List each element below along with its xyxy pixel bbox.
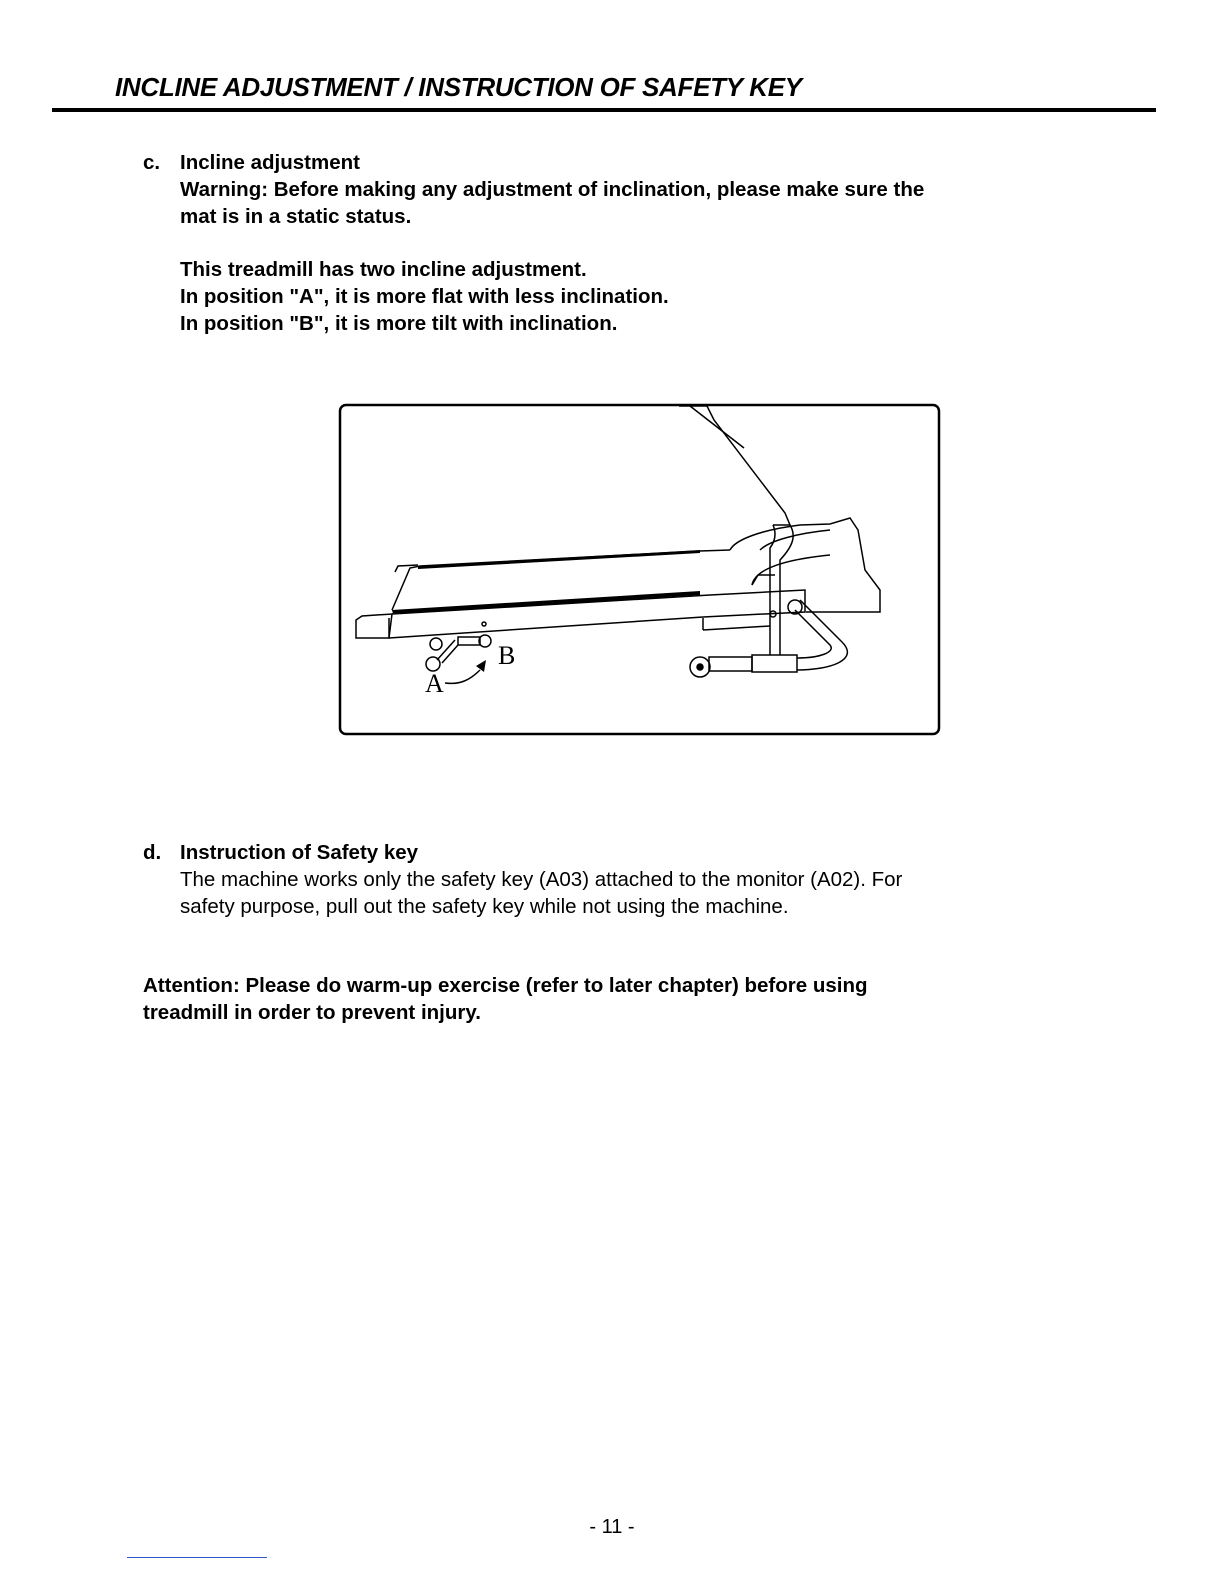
section-c-heading: Incline adjustment bbox=[180, 151, 360, 174]
treadmill-illustration bbox=[338, 403, 941, 736]
title-rule bbox=[52, 108, 1156, 112]
page-title: INCLINE ADJUSTMENT / INSTRUCTION OF SAFETY KEY bbox=[115, 72, 802, 102]
warning-line-2: mat is in a static status. bbox=[180, 205, 412, 228]
body-line-2: In position "A", it is more flat with less inclination. bbox=[180, 285, 669, 308]
body-line-3: In position "B", it is more tilt with inclination. bbox=[180, 312, 618, 335]
section-d-label: d. bbox=[143, 841, 162, 864]
bottom-line bbox=[127, 1557, 267, 1558]
page-number: - 11 - bbox=[589, 1516, 635, 1538]
section-c-label: c. bbox=[143, 151, 161, 174]
attention-line-2: treadmill in order to prevent injury. bbox=[143, 1001, 481, 1024]
position-a-label: A bbox=[425, 669, 444, 698]
attention-line-1: Attention: Please do warm-up exercise (refer to later chapter) before using bbox=[143, 974, 868, 997]
safety-line-2: safety purpose, pull out the safety key while not using the machine. bbox=[180, 895, 789, 918]
position-b-label: B bbox=[498, 641, 516, 670]
safety-line-1: The machine works only the safety key (A03) attached to the monitor (A02). For bbox=[180, 868, 903, 891]
treadmill-incline-figure bbox=[338, 403, 941, 736]
warning-line-1: Warning: Before making any adjustment of inclination, please make sure the bbox=[180, 178, 925, 201]
section-d-heading: Instruction of Safety key bbox=[180, 841, 419, 864]
body-line-1: This treadmill has two incline adjustment. bbox=[180, 258, 587, 281]
